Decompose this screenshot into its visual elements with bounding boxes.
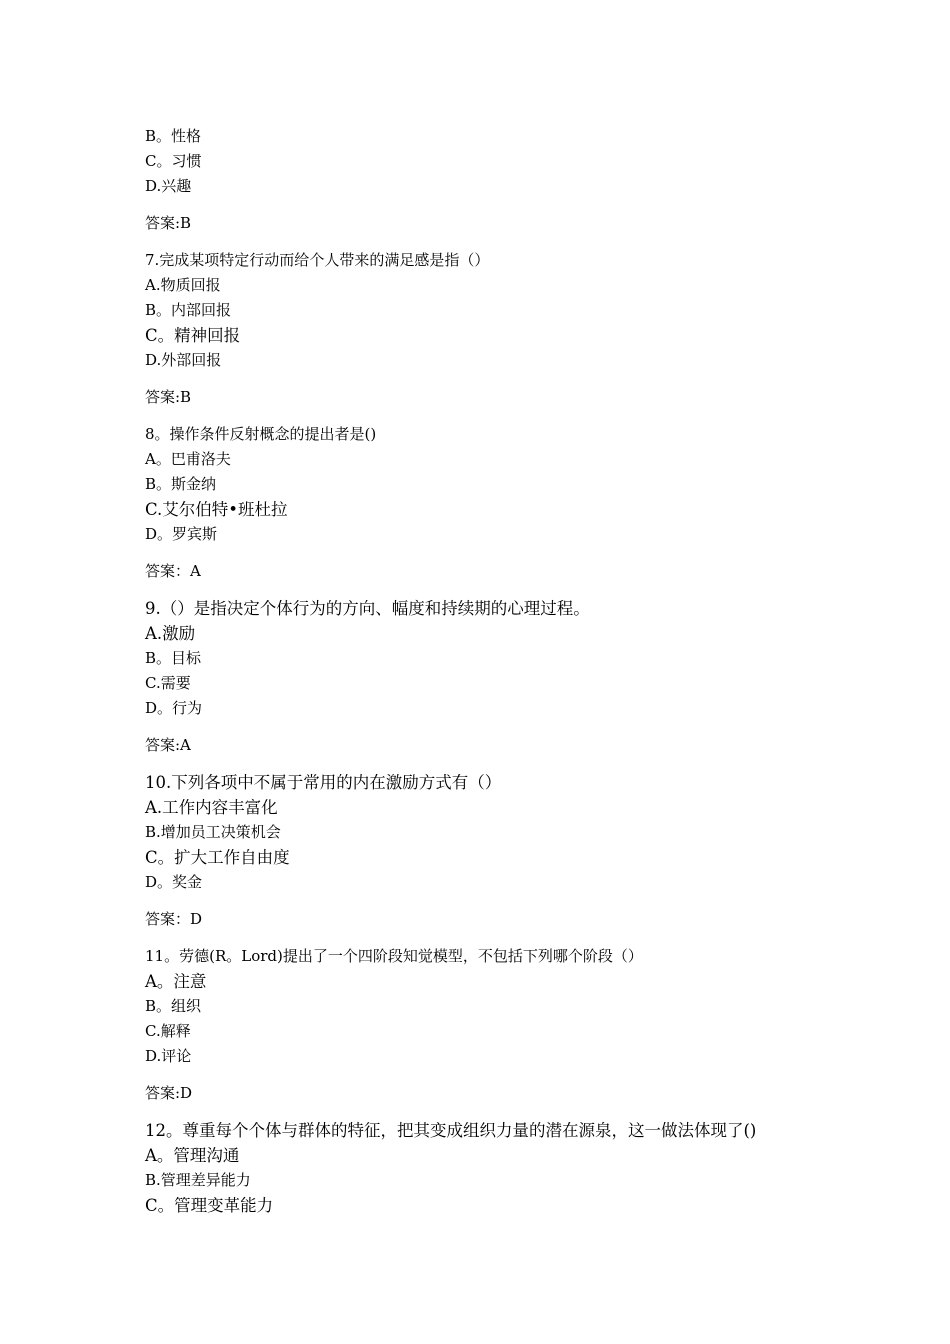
question-text: 7.完成某项特定行动而给个人带来的满足感是指（）: [145, 251, 490, 269]
answer-key: 答案:B: [145, 388, 192, 406]
answer-option: A。巴甫洛夫: [145, 450, 231, 468]
answer-option: A。管理沟通: [145, 1146, 240, 1165]
answer-option: B.管理差异能力: [145, 1171, 251, 1189]
answer-option: B.增加员工决策机会: [145, 823, 281, 841]
document-page: [145, 124, 845, 1218]
answer-option: C.艾尔伯特•班杜拉: [145, 500, 288, 519]
question-text: 10.下列各项中不属于常用的内在激励方式有（）: [145, 773, 502, 792]
answer-key: 答案：A: [145, 562, 201, 580]
answer-option: B。斯金纳: [145, 475, 217, 493]
answer-key: 答案:B: [145, 214, 192, 232]
answer-option: C。扩大工作自由度: [145, 848, 290, 867]
answer-option: A.激励: [145, 624, 196, 643]
answer-option: B。内部回报: [145, 301, 232, 319]
answer-option: D.兴趣: [145, 177, 192, 195]
answer-option: C.需要: [145, 674, 191, 692]
question-text: 11。劳德(R。Lord)提出了一个四阶段知觉模型，不包括下列哪个阶段（）: [145, 947, 643, 965]
answer-key: 答案：D: [145, 910, 203, 928]
answer-option: C.解释: [145, 1022, 191, 1040]
answer-option: D。行为: [145, 699, 203, 717]
answer-option: B。组织: [145, 997, 202, 1015]
answer-option: B。性格: [145, 127, 202, 145]
answer-option: D.外部回报: [145, 351, 222, 369]
answer-option: A。注意: [145, 972, 207, 991]
answer-option: D。罗宾斯: [145, 525, 218, 543]
answer-key: 答案:D: [145, 1084, 193, 1102]
answer-option: C。管理变革能力: [145, 1196, 274, 1215]
answer-option: D.评论: [145, 1047, 192, 1065]
answer-option: B。目标: [145, 649, 202, 667]
question-text: 12。尊重每个个体与群体的特征，把其变成组织力量的潜在源泉，这一做法体现了(): [145, 1121, 757, 1140]
answer-option: D。奖金: [145, 873, 203, 891]
answer-option: A.物质回报: [145, 276, 221, 294]
question-text: 9.（）是指决定个体行为的方向、幅度和持续期的心理过程。: [145, 599, 590, 618]
answer-option: C。习惯: [145, 152, 202, 170]
answer-option: C。精神回报: [145, 326, 241, 345]
question-text: 8。操作条件反射概念的提出者是(): [145, 425, 377, 443]
answer-option: A.工作内容丰富化: [145, 798, 278, 817]
answer-key: 答案:A: [145, 736, 191, 754]
